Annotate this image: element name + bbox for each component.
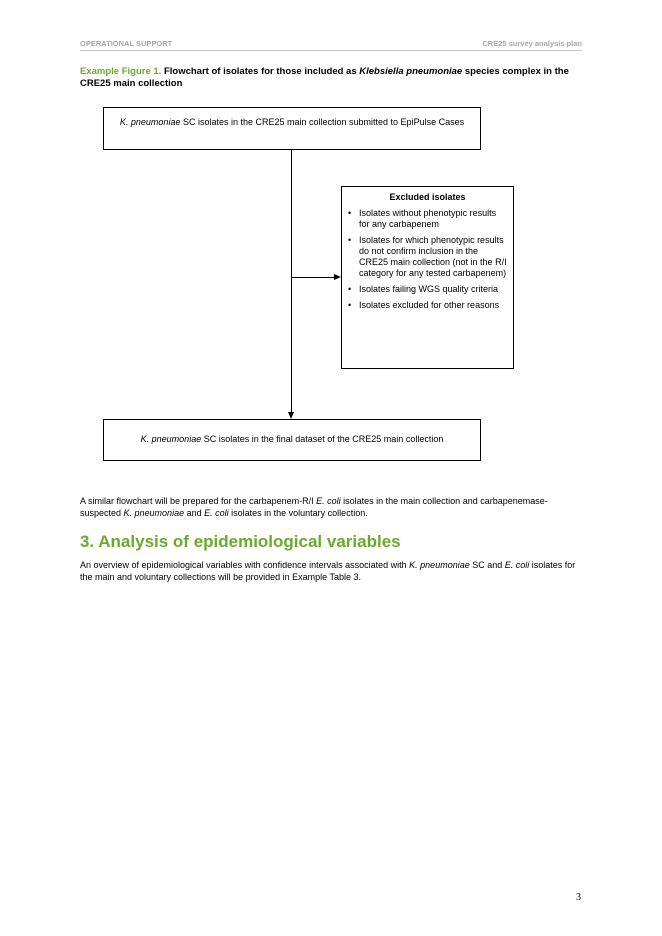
paragraph-epidemiological-overview — [80, 559, 585, 583]
flow-box-text: SC isolates in the final dataset of the CRE25 main collection — [201, 434, 444, 444]
flow-box-text: SC isolates in the CRE25 main collection submitted to EpiPulse Cases — [180, 117, 465, 127]
text-run: SC and — [469, 560, 505, 570]
species-name: K. pneumoniae — [123, 508, 185, 518]
caption-species: Klebsiella pneumoniae — [359, 66, 463, 77]
header-document-title: CRE25 survey analysis plan — [482, 39, 582, 48]
flow-box-species: K. pneumoniae — [140, 434, 202, 444]
excluded-title: Excluded isolates — [389, 192, 466, 202]
text-run: isolates for the main and voluntary collections will be provided in Example Table 3. — [80, 560, 576, 582]
flow-box-submitted-isolates — [103, 107, 481, 150]
flow-connector-horizontal — [291, 277, 335, 278]
page-header — [80, 38, 582, 51]
page-number: 3 — [576, 892, 581, 903]
text-run: An overview of epidemiological variables with confidence intervals associated with — [80, 560, 410, 570]
arrow-right-icon — [334, 274, 341, 280]
species-name: E. coli — [316, 496, 341, 506]
text-run: and — [184, 508, 205, 518]
arrow-down-icon — [288, 412, 294, 419]
flow-box-final-dataset — [103, 419, 481, 461]
species-name: E. coli — [504, 560, 530, 570]
text-run: isolates in the voluntary collection. — [228, 508, 368, 518]
section-heading: 3. Analysis of epidemiological variables — [80, 532, 401, 551]
excluded-list — [348, 208, 507, 311]
caption-text-1: Flowchart of isolates for those included as — [161, 66, 360, 77]
flow-box-species: K. pneumoniae — [119, 117, 181, 127]
caption-text-2: species complex in the CRE25 main collection — [80, 66, 569, 89]
excluded-item: • Isolates without phenotypic results for any carbapenem — [348, 208, 507, 230]
species-name: K. pneumoniae — [409, 560, 470, 570]
figure-caption — [80, 66, 580, 90]
flow-connector-vertical — [291, 150, 292, 413]
flow-box-excluded-isolates — [341, 186, 514, 369]
species-name: E. coli — [204, 508, 229, 518]
figure-label: Example Figure 1. — [80, 66, 162, 77]
text-run: isolates in the main collection and carbapenemase-suspected — [80, 496, 548, 518]
excluded-item: • Isolates for which phenotypic results do not confirm inclusion in the CRE25 main collection (not in the R/I category for any tested carbapenem) — [348, 235, 507, 279]
paragraph-flowchart-note — [80, 495, 585, 519]
header-section-label: OPERATIONAL SUPPORT — [80, 39, 173, 48]
excluded-item: • Isolates excluded for other reasons — [348, 300, 507, 311]
text-run: A similar flowchart will be prepared for the carbapenem-R/I — [80, 496, 317, 506]
excluded-item: • Isolates failing WGS quality criteria — [348, 284, 507, 295]
